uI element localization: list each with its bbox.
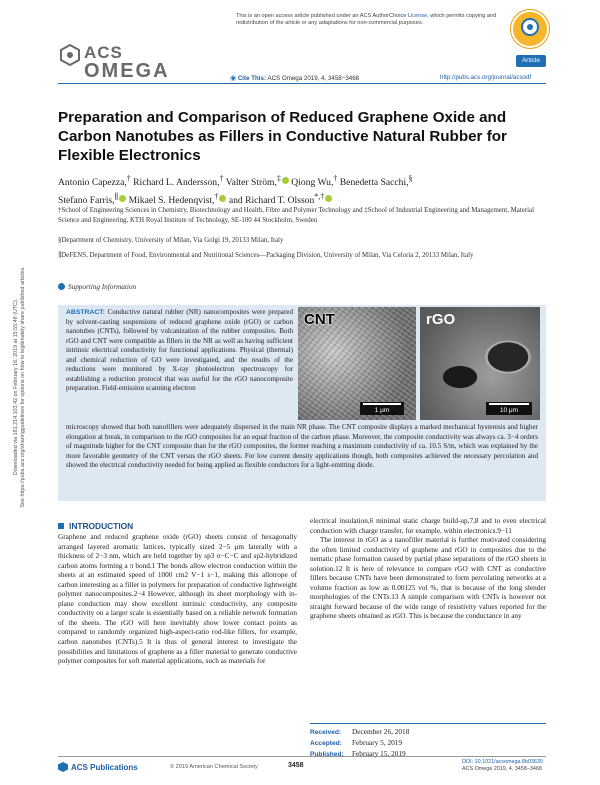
oa-notice-text: This is an open access article published under an ACS AuthorChoice — [236, 13, 408, 19]
article-type-tab: Article — [516, 55, 546, 67]
supporting-information-link[interactable] — [58, 283, 136, 291]
download-stamp — [13, 117, 27, 657]
abstract-text — [66, 308, 293, 394]
accepted-date: February 5, 2019 — [352, 738, 403, 747]
intro-left-column — [58, 533, 297, 667]
paper-title: Preparation and Comparison of Reduced Graphene Oxide and Carbon Nanotubes as Fillers in Conductive Natural Rubber for Flexible Electronics — [58, 109, 507, 164]
author-list — [58, 172, 548, 208]
supporting-info-label: Supporting Information — [68, 283, 137, 291]
introduction-heading: INTRODUCTION — [58, 521, 133, 531]
author[interactable]: and Richard T. Olsson*,† — [229, 195, 332, 206]
affiliation: †School of Engineering Sciences in Chemistry, Biotechnology and Health, Fibre and Polymer Technology and ‡School of Industrial Engineering and Management, Material Science and Engineering, KTH Royal Institute of Technology, SE-100 44 Stockholm, Sweden — [58, 207, 535, 224]
abstract-body-top: Conductive natural rubber (NR) nanocomposites were prepared by solvent-casting suspensions of reduced graphene oxide (rGO) or carbon nanotubes (CNTs), followed by vulcanization of the rubber composites. Both rGO and CNT were compatible as fillers in the NR as well as having sufficient intrinsic electrical conductivity for functional applications. Physical (thermal) and chemical reduction of GO were investigated, and the results of the reductions were monitored by X-ray photoelectron spectroscopy for establishing a reduction protocol that was useful for the rGO nanocomposite preparation. Field-emission scanning electron — [66, 308, 293, 392]
rgo-micrograph — [420, 307, 540, 420]
author[interactable]: Antonio Capezza,† — [58, 174, 131, 189]
doi-block — [462, 759, 543, 773]
footer-rule — [58, 756, 546, 757]
rgo-label: rGO — [426, 311, 456, 328]
author[interactable]: Qiong Wu,† — [291, 174, 338, 189]
intro-right-column — [310, 517, 546, 622]
intro-paragraph: Graphene and reduced graphene oxide (rGO) sheets consist of hexagonally arranged layered aromatic lattices, typically sized 2−5 μm laterally with a thickness of 2−3 nm, which are held together by sp3 σ−C−C and sp2-hybridized carbon atoms forming a π bond.1 The bonds allow electron conduction within the sheets at an estimated speed of 1000 cm2 V−1 s−1, making this allotrope of carbon interesting as a filler in polymers for preparation of conductive lightweight polymer nanocomposites.2−4 However, although its sheet morphology with in-plane conduction may show excellent intrinsic conductivity, any composite conductivity on a larger scale is essentially based on a reliable network formation of the sheets. The rGO will here inevitably show lower contact points as compared to randomly organized high-aspect-ratio rod-like fillers, for example, carbon nanotubes (CNTs).5 It is thus of general interest to investigate the possibilities and limitations of graphene as a filler material to generate conductive polymer composites for soft material applications, such as materials for — [58, 533, 297, 666]
author[interactable]: Valter Ström,‡ — [226, 177, 289, 188]
logo-acs-text: ACS — [84, 43, 123, 62]
abstract-box — [58, 305, 546, 501]
oa-notice-text-2: , which permits copying and redistribution of the article or any adaptations for non-commercial purposes. — [236, 13, 497, 26]
cite-this[interactable] — [230, 74, 359, 82]
publication-dates — [310, 723, 546, 760]
abstract-body-bottom: microscopy showed that both nanofillers were adequately dispersed in the main NR phase. The CNT composite displays a marked mechanical hysteresis and higher elongation at break, in comparison to the rGO composites for an equal fraction of the carbon phase. Moreover, the composite conductivity was always ca. 3−4 orders of magnitude higher for the CNT composite than for the rGO composites, the former reaching a maximum conductivity of ca. 10.5 S/m, which was explained by the more favorable geometry of the CNT versus the rGO sheets. For low current density applications though, both composites achieved the necessary percolation and showed the electrical conductivity needed for being applied as flexible conductors for a light-emitting diode. — [66, 423, 538, 469]
supporting-info-icon — [58, 283, 65, 290]
orcid-icon[interactable] — [219, 195, 226, 202]
acs-publications-icon — [58, 762, 68, 772]
intro-paragraph: electrical insulation,6 minimal static charge build-up,7,8 and to even electrical conduction with charge transfer, for example, within electronics.9−11 — [310, 517, 546, 535]
open-access-icon — [511, 10, 549, 48]
published-label: Published: — [310, 751, 344, 758]
author[interactable]: Richard L. Andersson,† — [133, 174, 224, 189]
author[interactable]: Benedetta Sacchi,§ — [339, 174, 413, 189]
journal-url[interactable]: http://pubs.acs.org/journal/acsodf — [440, 74, 532, 81]
author[interactable]: Stefano Farris,∥ — [58, 195, 126, 206]
cite-icon: ◉ — [230, 75, 237, 82]
acs-hexagon-icon — [60, 44, 80, 66]
doi-link[interactable]: DOI: 10.1021/acsomega.8b03630 — [462, 759, 543, 765]
logo-omega-text: OMEGA — [84, 60, 170, 82]
cite-label: Cite This: — [237, 75, 267, 82]
page-number: 3458 — [288, 762, 304, 769]
copyright: © 2019 American Chemical Society — [170, 764, 258, 770]
cnt-micrograph — [298, 307, 416, 420]
section-square-icon — [58, 523, 64, 529]
open-access-notice — [236, 13, 506, 27]
published-date: February 15, 2019 — [352, 749, 406, 758]
intro-paragraph: The interest in rGO as a nanofiller material is further motivated considering the often limited conductivity of graphene and rGO in composites due to the nematic phase formation caused by partial phase separations of the rGO sheets in solution.12 It is here of relevance to compare rGO with CNT as conductive fillers because CNTs have been demonstrated to form percolating networks at a volume fraction as low as 0.00125 vol %, that is because of the long slender morphologies of the CNTs.13 A simple comparison with CNTs is however not straight forward because of the wide range of resistivity values reported for the graphene sheets obtained as rGO. This is because the conductance in any — [310, 536, 546, 621]
download-stamp-line1: Downloaded via 181.214.103.42 on February 16, 2019 at 15:55:48 (UTC). — [13, 298, 19, 476]
orcid-icon[interactable] — [325, 195, 332, 202]
license-link[interactable]: License — [407, 13, 428, 19]
accepted-label: Accepted: — [310, 740, 342, 747]
header-rule — [58, 83, 546, 84]
publisher-name: ACS Publications — [71, 763, 138, 772]
received-date: December 26, 2018 — [352, 727, 410, 736]
cite-text: ACS Omega 2019, 4, 3458−3468 — [267, 75, 360, 82]
cnt-label: CNT — [304, 311, 335, 328]
orcid-icon[interactable] — [119, 195, 126, 202]
cnt-scale-bar — [360, 402, 404, 415]
affiliation: ∥DeFENS, Department of Food, Environmental and Nutritional Sciences—Packaging Division, University of Milan, Via Celoria 2, 20133 Milan, Italy — [58, 252, 474, 259]
affiliation: §Department of Chemistry, University of Milan, Via Golgi 19, 20133 Milan, Italy — [58, 237, 284, 244]
journal-reference: ACS Omega 2019, 4, 3458−3468 — [462, 766, 542, 772]
abstract-label: ABSTRACT: — [66, 309, 105, 316]
rgo-scale-label: 10 μm — [499, 407, 519, 414]
orcid-icon[interactable] — [282, 177, 289, 184]
acs-publications-logo[interactable] — [58, 762, 138, 772]
download-stamp-line2: See https://pubs.acs.org/sharingguidelines for options on how to legitimately share published articles. — [20, 266, 26, 508]
rgo-scale-bar — [486, 402, 532, 415]
received-label: Received: — [310, 729, 342, 736]
author[interactable]: Mikael S. Hedenqvist,† — [129, 195, 227, 206]
cnt-scale-label: 1 μm — [374, 407, 390, 414]
